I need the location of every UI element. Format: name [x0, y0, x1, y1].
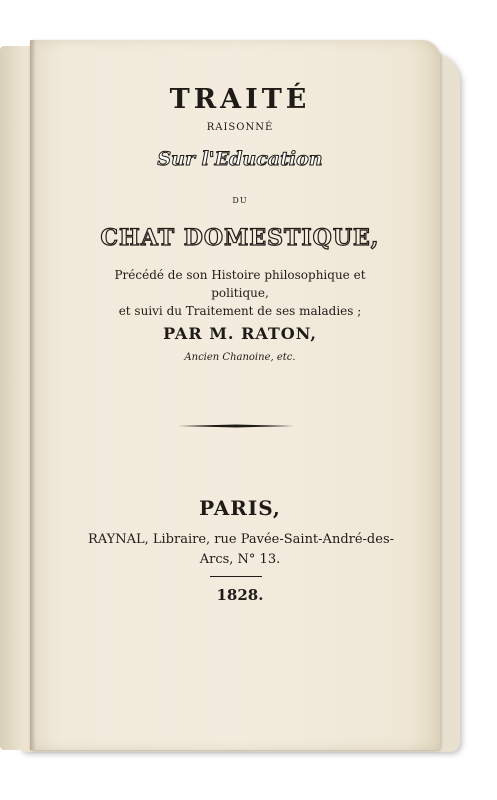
description-line-2: et suivi du Traitement de ses maladies ;: [118, 304, 362, 318]
publisher-line-2: Arcs, N° 13.: [199, 552, 281, 567]
description-line-1: Précédé de son Histoire philosophique et politique,: [114, 268, 366, 300]
author-role: Ancien Chanoine, etc.: [184, 352, 296, 363]
publication-year: 1828.: [216, 586, 264, 604]
book-subtitle: RAISONNÉ: [206, 122, 274, 133]
city: PARIS,: [199, 496, 281, 520]
connector-word: DU: [232, 196, 248, 205]
book: [0, 40, 470, 760]
main-subject: CHAT DOMESTIQUE,: [100, 225, 380, 251]
title-page: [30, 40, 440, 750]
short-rule: [210, 576, 262, 577]
subject-line: Sur l'Education: [157, 148, 323, 170]
page-gutter-shadow: [30, 40, 36, 750]
publisher-line-1: RAYNAL, Libraire, rue Pavée-Saint-André-des-: [88, 532, 395, 547]
author-line: PAR M. RATON,: [163, 324, 317, 343]
description: [90, 266, 390, 320]
ornamental-rule: [178, 424, 294, 428]
book-title: TRAITÉ: [169, 84, 311, 115]
